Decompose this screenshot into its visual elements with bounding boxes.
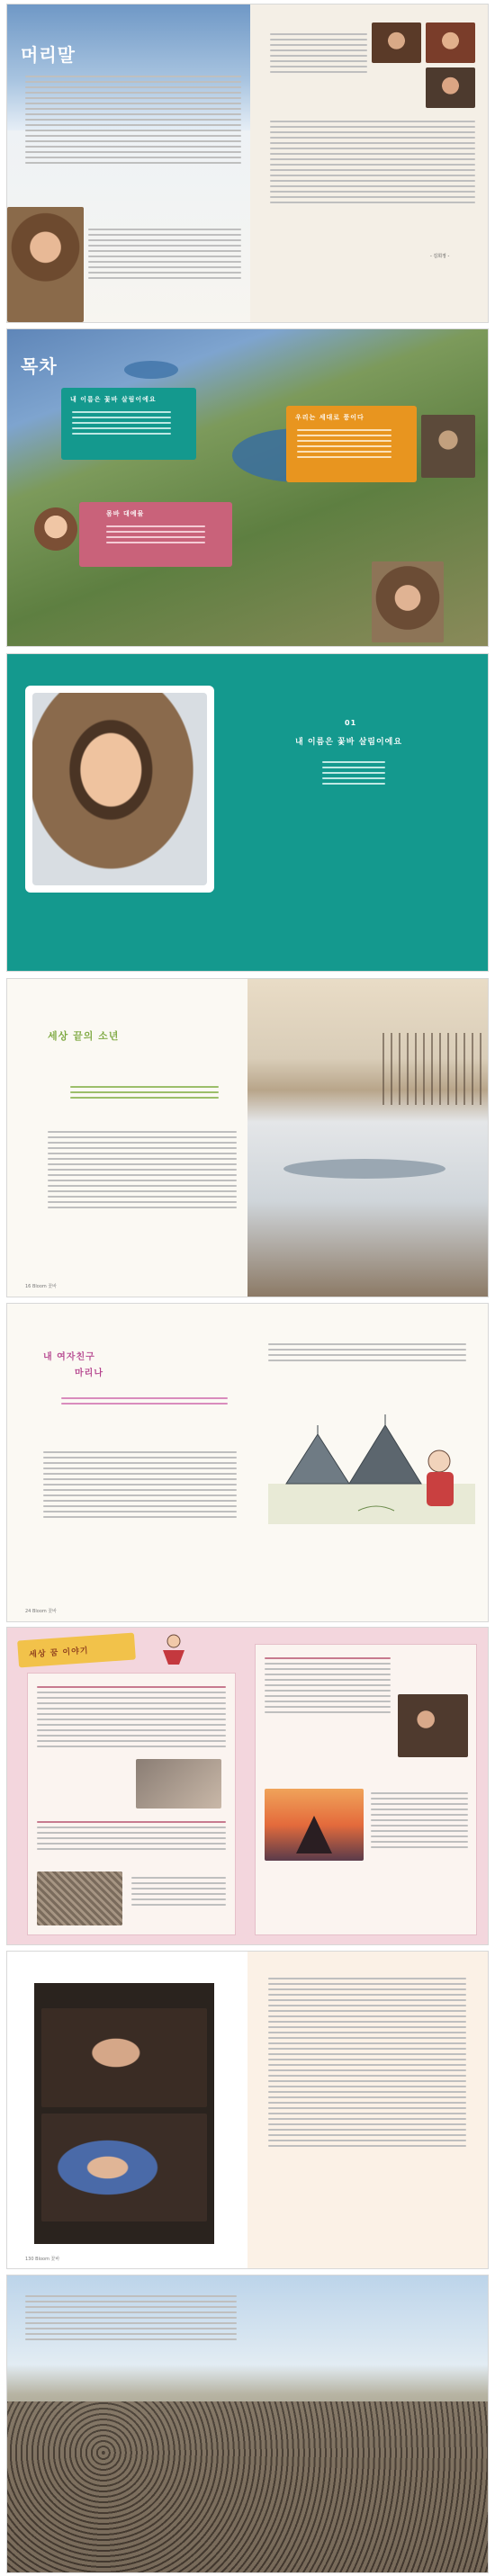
right-text-lines-2 [371, 1789, 468, 1852]
winter-landscape-photo [248, 979, 488, 1297]
toc-box-teal-items [72, 408, 171, 438]
reindeer-herd-spread [7, 2275, 488, 2572]
toc-box-teal-title: 내 이름은 꽃바 살림이에요 [70, 396, 157, 403]
toc-title: 목차 [21, 355, 58, 377]
smiling-boy-photo [25, 686, 214, 893]
section-body-text [48, 1127, 237, 1212]
preface-text-left-2 [88, 225, 241, 283]
toc-box-orange [286, 406, 417, 482]
left-text-panel [27, 1673, 236, 1935]
sleeping-children-spread [7, 1952, 488, 2268]
toc-box-pink [79, 502, 232, 567]
child-in-fur-photo [7, 207, 84, 322]
dark-photo-frame [34, 1983, 214, 2244]
portrait-photo-1 [372, 22, 421, 63]
preface-title: 머리말 [21, 44, 76, 66]
child-top-photo [41, 2008, 207, 2107]
preface-text-right-2 [270, 117, 475, 207]
page-footer-left: 24 Bloom 꽃바 [25, 1609, 58, 1614]
toc-box-pink-items [106, 522, 205, 547]
herd-text [25, 2292, 237, 2344]
section-title: 세상 끝의 소년 [48, 1030, 120, 1042]
bare-trees [382, 1033, 482, 1105]
page-footer-left: 16 Bloom 꽃바 [25, 1284, 58, 1289]
right-text-panel [255, 1644, 477, 1935]
right-page-text [268, 1340, 466, 1365]
child-face-photo [34, 507, 77, 551]
reindeer-herder-photo [421, 415, 475, 478]
toc-box-orange-title: 우리는 세대로 풍이다 [295, 414, 364, 421]
toc-box-teal [61, 388, 196, 460]
smiling-boy-image [32, 693, 207, 885]
page-footer-left: 130 Bloom 꽃바 [25, 2257, 60, 2262]
chapter1-spread [7, 654, 488, 971]
section-intro-text [61, 1394, 228, 1408]
figure-svg [156, 1632, 192, 1666]
sunset-tent-photo [265, 1789, 364, 1861]
right-text-lines [265, 1654, 391, 1717]
portrait-photo-3 [426, 67, 475, 108]
chapter-number: 01 [345, 719, 357, 727]
tundra-pond [124, 361, 178, 379]
chapter-title: 내 이름은 꽃바 살림이에요 [295, 738, 403, 747]
edge-of-world-spread [7, 979, 488, 1297]
section-intro-text [70, 1082, 219, 1102]
girlfriend-marina-spread [7, 1304, 488, 1621]
dream-story-spread [7, 1628, 488, 1944]
dialogue-text [268, 1974, 466, 2150]
flying-figure-illustration [156, 1632, 192, 1666]
preface-text-left [25, 72, 241, 167]
banner-title: 세상 꿈 이야기 [28, 1647, 89, 1660]
children-bottom-photo [41, 2114, 207, 2221]
tent-silhouette-svg [265, 1789, 364, 1861]
reindeer-herd-photo [7, 2401, 488, 2572]
tent-drawing-illustration [268, 1398, 475, 1524]
toc-spread [7, 329, 488, 646]
toc-box-pink-title: 몸바 대예물 [106, 510, 145, 517]
child-in-sled-photo [372, 561, 444, 642]
dream-photo-left [136, 1759, 221, 1809]
preface-spread [7, 4, 488, 322]
section-title-line2: 마리나 [75, 1369, 104, 1378]
banner-tag [17, 1633, 136, 1668]
reindeer-herd-photo-small [37, 1871, 122, 1925]
tent-sketch-svg [268, 1398, 475, 1524]
left-text-lines-2 [37, 1818, 226, 1853]
left-text-lines [37, 1683, 226, 1751]
chapter-contents-list [322, 758, 385, 788]
preface-text-right [270, 30, 367, 76]
portrait-photo-2 [426, 22, 475, 63]
left-text-lines-3 [131, 1873, 226, 1909]
preface-signature: - 김희정 - [430, 254, 450, 259]
section-body-text [43, 1448, 237, 1521]
toc-box-orange-items [297, 426, 392, 462]
frozen-river [284, 1159, 446, 1179]
people-in-tent-photo [398, 1694, 468, 1757]
section-title-line1: 내 여자친구 [43, 1352, 95, 1362]
